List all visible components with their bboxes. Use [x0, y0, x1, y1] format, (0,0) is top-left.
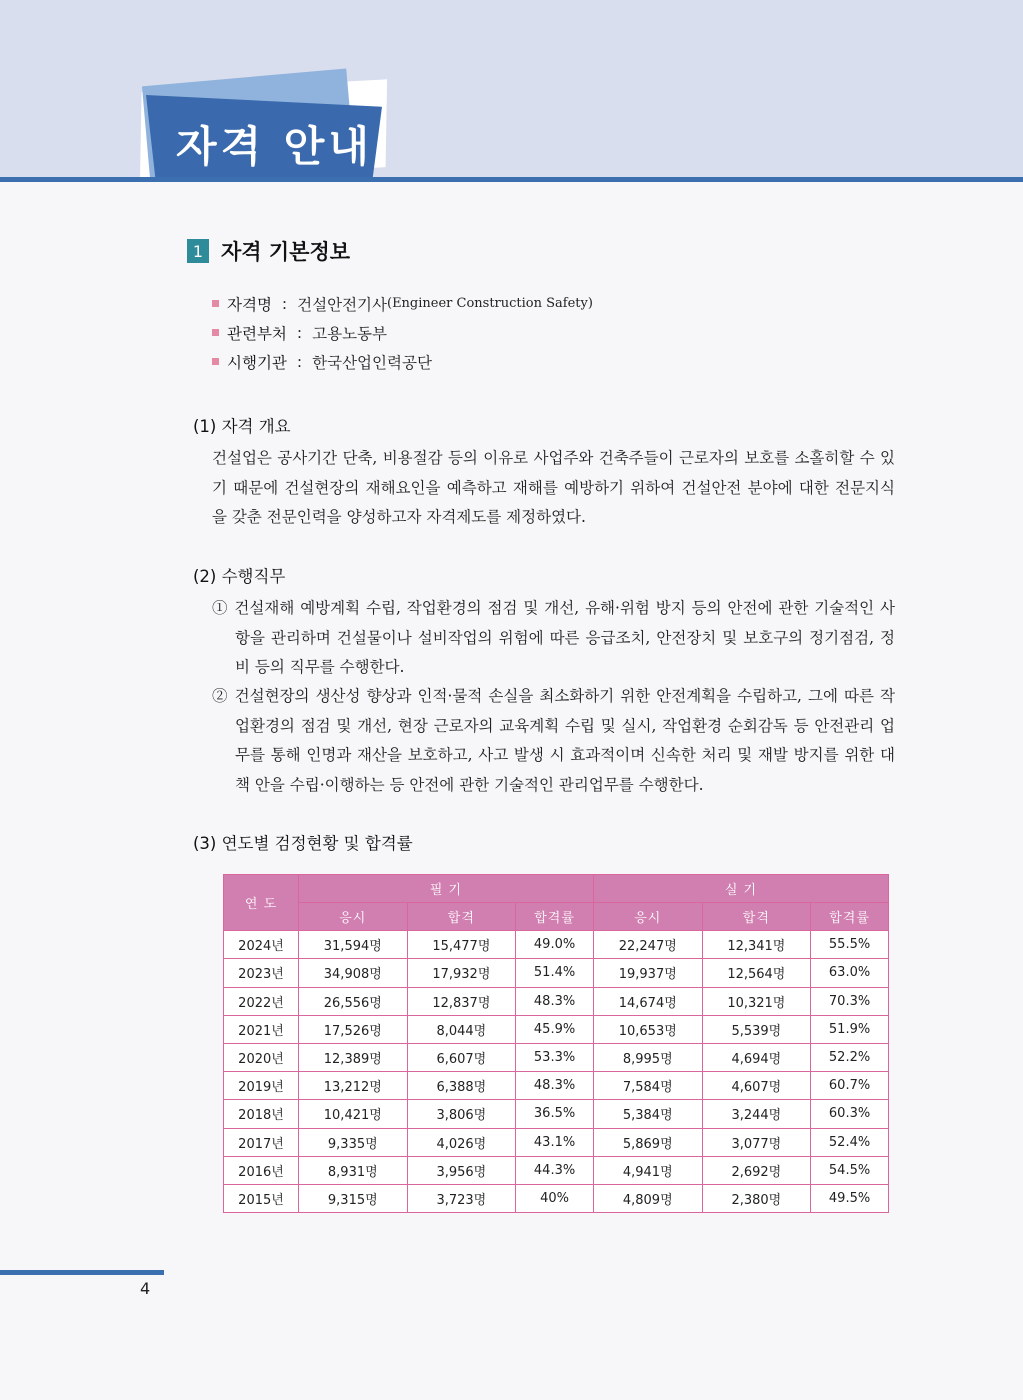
bullet-icon [212, 329, 219, 336]
overview-heading: (1) 자격 개요 [193, 417, 291, 436]
table-cell: 9,315명 [299, 1184, 408, 1212]
table-cell: 40% [516, 1184, 594, 1212]
table-cell: 3,956명 [407, 1156, 516, 1184]
table-cell: 54.5% [811, 1156, 889, 1184]
table-cell: 4,941명 [593, 1156, 702, 1184]
list-item [212, 347, 593, 376]
year-cell: 2021년 [224, 1015, 299, 1043]
table-cell: 5,384명 [593, 1100, 702, 1128]
table-cell: 10,421명 [299, 1100, 408, 1128]
year-header: 연 도 [224, 875, 299, 931]
table-cell: 22,247명 [593, 931, 702, 959]
table-cell: 12,341명 [702, 931, 811, 959]
table-cell: 5,869명 [593, 1128, 702, 1156]
table-row [224, 1043, 889, 1071]
year-cell: 2020년 [224, 1043, 299, 1071]
table-cell: 51.4% [516, 959, 594, 987]
info-value: 건설안전기사 [297, 295, 387, 314]
table-row [224, 1184, 889, 1212]
table-cell: 3,244명 [702, 1100, 811, 1128]
table-cell: 52.4% [811, 1128, 889, 1156]
section-heading [187, 236, 350, 266]
table-row [224, 1100, 889, 1128]
table-cell: 9,335명 [299, 1128, 408, 1156]
table-cell: 2,380명 [702, 1184, 811, 1212]
header-divider [0, 177, 1023, 182]
table-cell: 10,321명 [702, 987, 811, 1015]
sub-header: 합격률 [811, 903, 889, 931]
info-sub: (Engineer Construction Safety) [387, 296, 593, 311]
page-title: 자격 안내 [176, 122, 373, 171]
year-cell: 2019년 [224, 1072, 299, 1100]
table-cell: 48.3% [516, 987, 594, 1015]
table-cell: 8,044명 [407, 1015, 516, 1043]
table-cell: 3,806명 [407, 1100, 516, 1128]
info-value: 한국산업인력공단 [312, 353, 432, 372]
duty-item-2: ② 건설현장의 생산성 향상과 인적·물적 손실을 최소화하기 위한 안전계획을 수립하고, 그에 따른 작업환경의 점검 및 개선, 현장 근로자의 교육계획 수립 및 실시, 작업환경 순회감독 등 안전관리 업무를 통해 인명과 재산을 보호하고, 사고 발생 시 효과적이며 신속한 처리 및 재발 방지를 위한 대책 안을 수립·이행하는 등 안전에 관한 기술적인 관리업무를 수행한다. [212, 687, 895, 794]
table-row [224, 1156, 889, 1184]
table-cell: 43.1% [516, 1128, 594, 1156]
section-number: 1 [187, 239, 209, 263]
table-cell: 44.3% [516, 1156, 594, 1184]
table-cell: 7,584명 [593, 1072, 702, 1100]
table-row [224, 1015, 889, 1043]
year-cell: 2017년 [224, 1128, 299, 1156]
table-cell: 4,809명 [593, 1184, 702, 1212]
table-row [224, 1072, 889, 1100]
bullet-icon [212, 358, 219, 365]
table-row [224, 1128, 889, 1156]
table-cell: 60.7% [811, 1072, 889, 1100]
table-cell: 4,694명 [702, 1043, 811, 1071]
table-cell: 14,674명 [593, 987, 702, 1015]
table-cell: 31,594명 [299, 931, 408, 959]
table-cell: 2,692명 [702, 1156, 811, 1184]
list-item [212, 289, 593, 318]
sub-header: 합격 [702, 903, 811, 931]
table-cell: 3,077명 [702, 1128, 811, 1156]
table-cell: 49.5% [811, 1184, 889, 1212]
table-row [224, 931, 889, 959]
info-list [212, 289, 593, 376]
table-cell: 52.2% [811, 1043, 889, 1071]
separator: : [296, 352, 303, 371]
table-row [224, 959, 889, 987]
stats-table [223, 874, 889, 1213]
table-cell: 12,389명 [299, 1043, 408, 1071]
list-item [212, 318, 593, 347]
info-label: 관련부처 [227, 324, 287, 343]
stats-heading: (3) 연도별 검정현황 및 합격률 [193, 834, 413, 853]
table-cell: 34,908명 [299, 959, 408, 987]
table-cell: 53.3% [516, 1043, 594, 1071]
footer-divider [0, 1270, 164, 1275]
table-cell: 6,388명 [407, 1072, 516, 1100]
separator: : [296, 323, 303, 342]
overview-text: 건설업은 공사기간 단축, 비용절감 등의 이유로 사업주와 건축주들이 근로자의 보호를 소홀히할 수 있기 때문에 건설현장의 재해요인을 예측하고 재해를 예방하기 위하여 건설안전 분야에 대한 전문지식을 갖춘 전문인력을 양성하고자 자격제도를 제정하였다. [212, 449, 895, 526]
table-cell: 48.3% [516, 1072, 594, 1100]
table-cell: 8,931명 [299, 1156, 408, 1184]
page-number: 4 [140, 1279, 151, 1298]
sub-header: 응시 [299, 903, 408, 931]
table-cell: 4,026명 [407, 1128, 516, 1156]
stats-body [224, 931, 889, 1213]
year-cell: 2024년 [224, 931, 299, 959]
table-cell: 5,539명 [702, 1015, 811, 1043]
year-cell: 2015년 [224, 1184, 299, 1212]
table-cell: 70.3% [811, 987, 889, 1015]
table-cell: 8,995명 [593, 1043, 702, 1071]
table-cell: 49.0% [516, 931, 594, 959]
bullet-icon [212, 300, 219, 307]
info-label: 자격명 [227, 295, 272, 314]
table-cell: 60.3% [811, 1100, 889, 1128]
duties-heading: (2) 수행직무 [193, 567, 286, 586]
table-cell: 12,837명 [407, 987, 516, 1015]
info-label: 시행기관 [227, 353, 287, 372]
table-cell: 13,212명 [299, 1072, 408, 1100]
table-cell: 4,607명 [702, 1072, 811, 1100]
table-cell: 17,932명 [407, 959, 516, 987]
info-value: 고용노동부 [312, 324, 388, 343]
table-cell: 55.5% [811, 931, 889, 959]
practical-header: 실 기 [593, 875, 888, 903]
sub-header: 합격률 [516, 903, 594, 931]
table-cell: 45.9% [516, 1015, 594, 1043]
table-cell: 12,564명 [702, 959, 811, 987]
table-cell: 26,556명 [299, 987, 408, 1015]
table-cell: 6,607명 [407, 1043, 516, 1071]
written-header: 필 기 [299, 875, 594, 903]
table-cell: 17,526명 [299, 1015, 408, 1043]
duty-item-1: ① 건설재해 예방계획 수립, 작업환경의 점검 및 개선, 유해·위험 방지 등의 안전에 관한 기술적인 사항을 관리하며 건설물이나 설비작업의 위험에 따른 응급조치, 안전장치 및 보호구의 정기점검, 정비 등의 직무를 수행한다. [212, 599, 895, 676]
year-cell: 2018년 [224, 1100, 299, 1128]
year-cell: 2022년 [224, 987, 299, 1015]
table-cell: 36.5% [516, 1100, 594, 1128]
section-title: 자격 기본정보 [221, 240, 351, 264]
sub-header: 응시 [593, 903, 702, 931]
table-cell: 3,723명 [407, 1184, 516, 1212]
table-cell: 63.0% [811, 959, 889, 987]
table-cell: 19,937명 [593, 959, 702, 987]
separator: : [281, 294, 288, 313]
table-cell: 10,653명 [593, 1015, 702, 1043]
table-cell: 51.9% [811, 1015, 889, 1043]
year-cell: 2023년 [224, 959, 299, 987]
table-cell: 15,477명 [407, 931, 516, 959]
year-cell: 2016년 [224, 1156, 299, 1184]
sub-header: 합격 [407, 903, 516, 931]
table-row [224, 987, 889, 1015]
